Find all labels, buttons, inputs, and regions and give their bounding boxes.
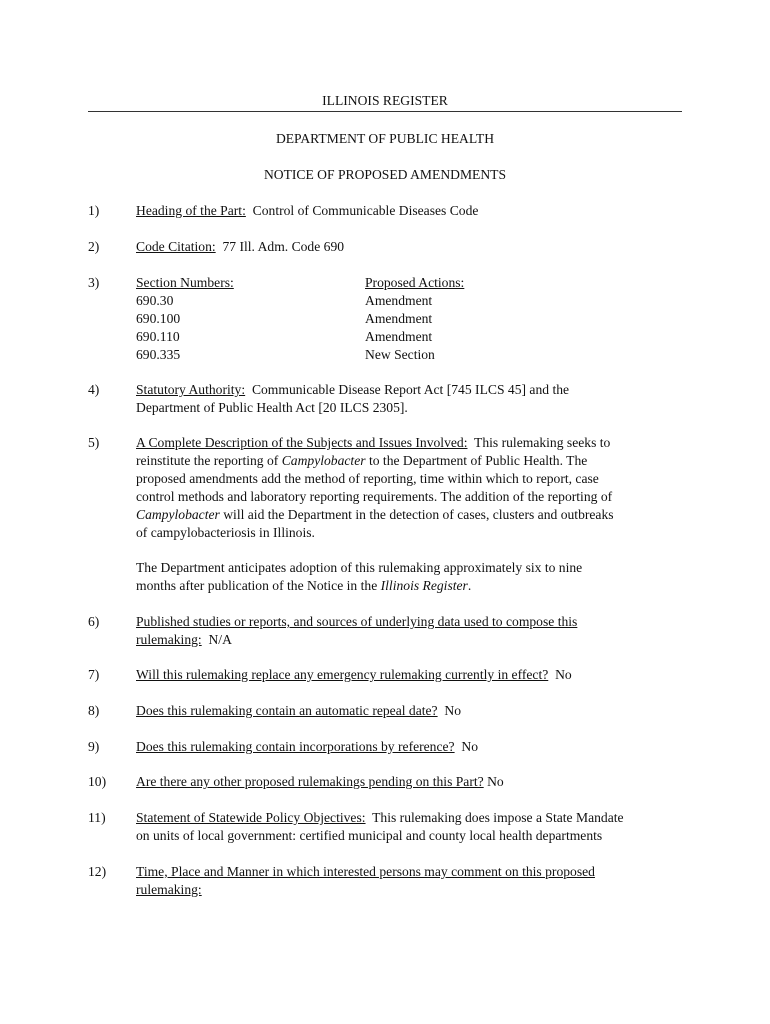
section-numbers-header: Section Numbers: bbox=[136, 275, 234, 290]
proposed-actions-column bbox=[365, 274, 464, 364]
species-name: Campylobacter bbox=[281, 453, 366, 468]
item-text: proposed amendments add the method of reporting, time within which to report, case bbox=[136, 471, 599, 486]
item-value: No bbox=[444, 703, 462, 718]
item-number: 6) bbox=[88, 614, 100, 629]
item-label: Are there any other proposed rulemakings pending on this Part? bbox=[136, 774, 484, 789]
item-label: Published studies or reports, and sources of underlying data used to compose this bbox=[136, 614, 578, 629]
section-number: 690.110 bbox=[136, 329, 180, 344]
item-value: No bbox=[555, 667, 572, 682]
item-label: Statutory Authority: bbox=[136, 382, 246, 397]
section-number: 690.100 bbox=[136, 311, 181, 326]
proposed-action: Amendment bbox=[365, 293, 433, 308]
item-value: N/A bbox=[208, 632, 232, 647]
item-label: Heading of the Part: bbox=[136, 203, 246, 218]
item-value: No bbox=[461, 739, 479, 754]
item-text: The Department anticipates adoption of this rulemaking approximately six to nine bbox=[136, 560, 583, 575]
item-text: This rulemaking does impose a State Mandate bbox=[372, 810, 624, 825]
species-name: Campylobacter bbox=[136, 507, 220, 522]
item-text: months after publication of the Notice in the bbox=[136, 578, 381, 593]
publication-name: Illinois Register bbox=[380, 578, 468, 593]
item-number: 3) bbox=[88, 275, 100, 290]
item-number: 9) bbox=[88, 739, 100, 754]
proposed-actions-header: Proposed Actions: bbox=[365, 275, 465, 290]
item-number: 4) bbox=[88, 382, 100, 397]
item-number: 8) bbox=[88, 703, 100, 718]
proposed-action: New Section bbox=[365, 347, 435, 362]
item-text: to the Department of Public Health. The bbox=[365, 453, 588, 468]
item-value: No bbox=[487, 774, 504, 789]
item-text: . bbox=[467, 578, 472, 593]
item-label: A Complete Description of the Subjects and Issues Involved: bbox=[136, 435, 468, 450]
section-number: 690.335 bbox=[136, 347, 181, 362]
item-text: control methods and laboratory reporting requirements. The addition of the reporting of bbox=[136, 489, 613, 504]
item-label: rulemaking: bbox=[136, 882, 202, 897]
item-number: 12) bbox=[88, 864, 107, 879]
item-label: Code Citation: bbox=[136, 239, 216, 254]
department-title: DEPARTMENT OF PUBLIC HEALTH bbox=[275, 131, 495, 146]
item-text: reinstitute the reporting of bbox=[136, 453, 282, 468]
item-text: Communicable Disease Report Act [745 ILCS 45] and the bbox=[251, 382, 570, 397]
item-label: Does this rulemaking contain incorporations by reference? bbox=[136, 739, 455, 754]
proposed-action: Amendment bbox=[365, 311, 433, 326]
item-label: rulemaking: bbox=[136, 632, 202, 647]
item-number: 2) bbox=[88, 239, 100, 254]
item-text: Department of Public Health Act [20 ILCS 2305]. bbox=[136, 400, 408, 415]
item-text: This rulemaking seeks to bbox=[474, 435, 611, 450]
item-value: Control of Communicable Diseases Code bbox=[252, 203, 479, 218]
item-number: 7) bbox=[88, 667, 100, 682]
register-title: ILLINOIS REGISTER bbox=[88, 92, 682, 112]
section-number: 690.30 bbox=[136, 293, 174, 308]
proposed-action: Amendment bbox=[365, 329, 433, 344]
item-value: 77 Ill. Adm. Code 690 bbox=[222, 239, 345, 254]
item-number: 5) bbox=[88, 435, 100, 450]
item-number: 10) bbox=[88, 774, 107, 789]
item-label: Statement of Statewide Policy Objectives: bbox=[136, 810, 366, 825]
item-text: on units of local government: certified municipal and county local health departments bbox=[136, 828, 603, 843]
item-number: 11) bbox=[88, 810, 106, 825]
item-number: 1) bbox=[88, 203, 100, 218]
item-label: Time, Place and Manner in which interested persons may comment on this proposed bbox=[136, 864, 595, 879]
notice-title: NOTICE OF PROPOSED AMENDMENTS bbox=[263, 167, 507, 182]
item-text: will aid the Department in the detection of cases, clusters and outbreaks bbox=[219, 507, 614, 522]
item-label: Will this rulemaking replace any emergency rulemaking currently in effect? bbox=[136, 667, 549, 682]
item-text: of campylobacteriosis in Illinois. bbox=[136, 525, 315, 540]
item-label: Does this rulemaking contain an automatic repeal date? bbox=[136, 703, 438, 718]
